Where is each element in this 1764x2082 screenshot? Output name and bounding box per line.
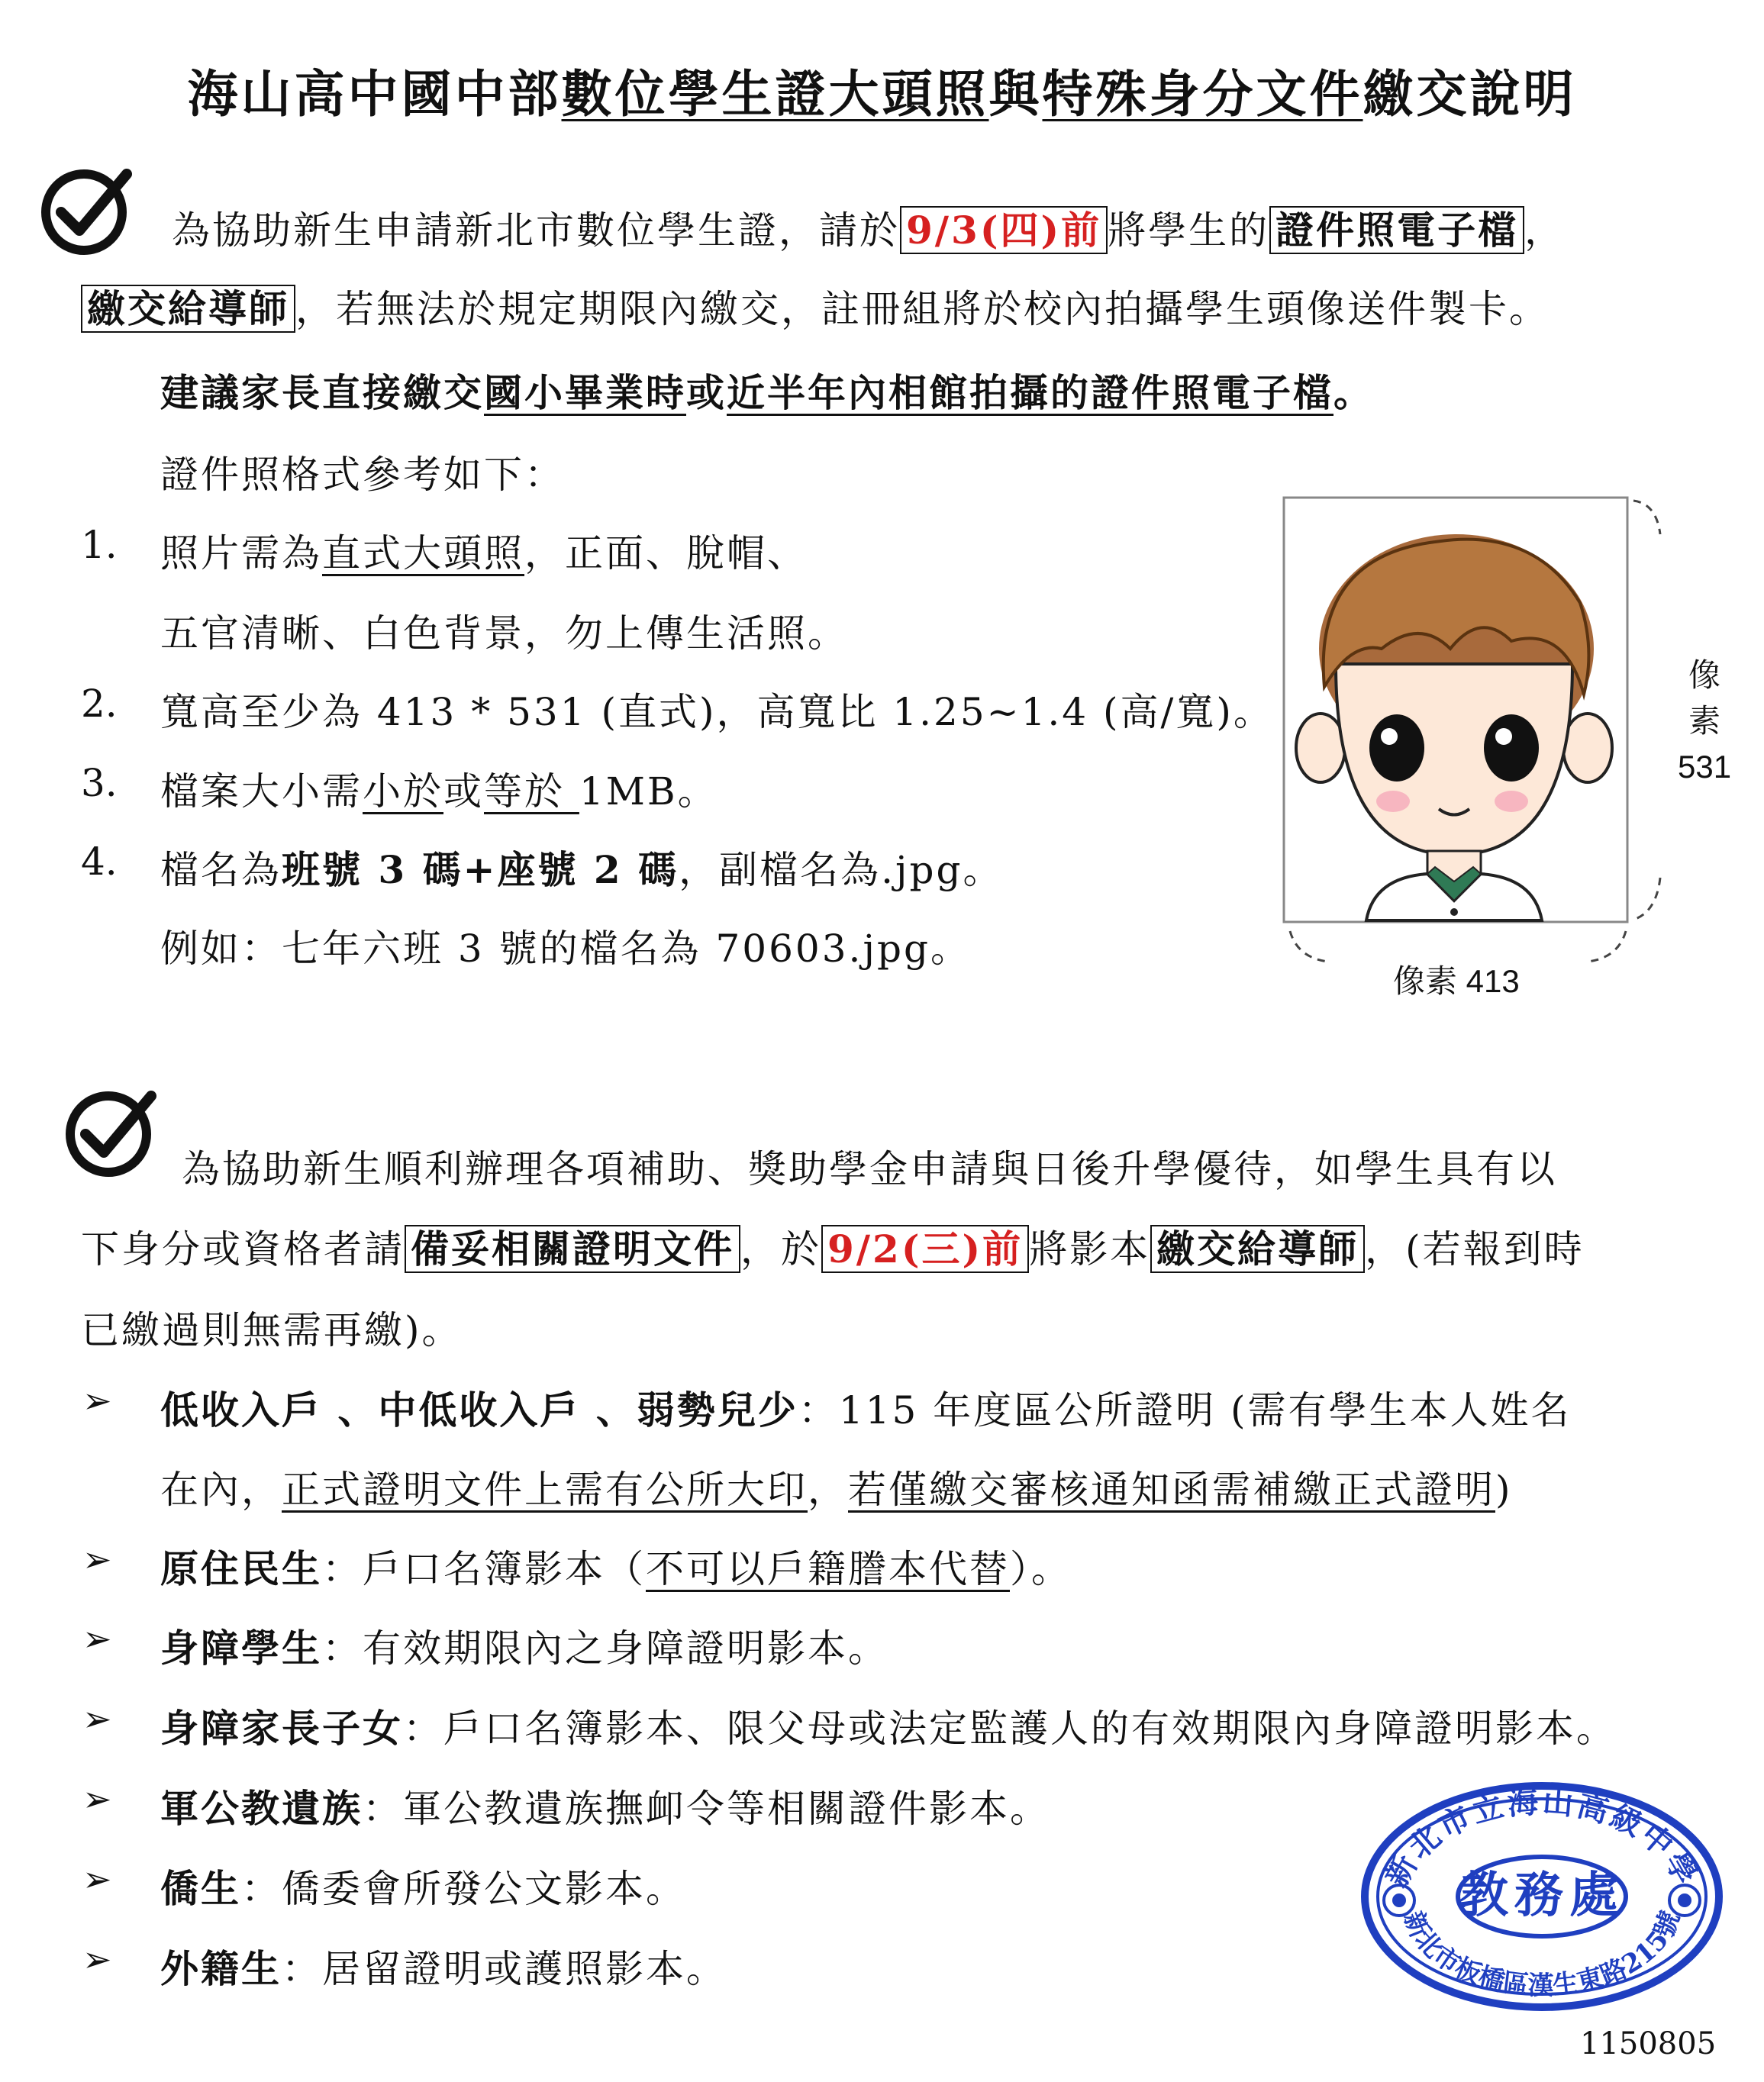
school-seal-stamp xyxy=(1355,1778,1729,2015)
identity-item-foreign xyxy=(160,1939,727,1993)
boxed-submit-teacher: 繳交給導師 xyxy=(81,285,295,333)
title-underlined-photo: 數位學生證大頭照 xyxy=(561,64,989,124)
text: 在內， xyxy=(160,1468,282,1512)
text: 下身分或資格者請 xyxy=(81,1227,405,1271)
text: 素 xyxy=(1688,703,1720,739)
checkmark-circle-icon xyxy=(61,1082,160,1181)
title-underlined-docs: 特殊身分文件 xyxy=(1042,64,1363,124)
underlined-text: 等於 xyxy=(484,769,579,814)
section2-line3: 已繳過則無需再繳)。 xyxy=(81,1308,463,1352)
identity-item-overseas xyxy=(160,1858,686,1913)
identity-item-low-income-cont xyxy=(160,1459,1513,1514)
stamp-center-text: 教務處 xyxy=(1459,1867,1624,1924)
format-item-1 xyxy=(160,523,808,578)
underlined-text: 若僅繳交審核通知函需補繳正式證明 xyxy=(848,1468,1495,1512)
item-label: 身障家長子女 xyxy=(160,1706,403,1751)
text: 將影本 xyxy=(1029,1227,1151,1271)
arrow-bullet-icon: ➢ xyxy=(82,1539,112,1580)
item-label: 僑生 xyxy=(160,1866,241,1911)
format-item-3 xyxy=(160,761,718,816)
stamp-top-text: 新北市立海山高級中學 xyxy=(1378,1784,1706,1893)
suggestion-line xyxy=(160,363,1374,417)
text: 為協助新生申請新北市數位學生證，請於 xyxy=(172,208,900,253)
item-number: 4. xyxy=(81,840,118,884)
underlined-text: 正式證明文件上需有公所大印 xyxy=(282,1468,808,1512)
text: ：軍公教遺族撫卹令等相關證件影本。 xyxy=(363,1787,1050,1831)
underlined-text: 小於 xyxy=(363,769,443,814)
arrow-bullet-icon: ➢ xyxy=(82,1618,112,1659)
underlined-text: 國小畢業時 xyxy=(484,370,686,415)
text: ， xyxy=(1524,208,1566,253)
underlined-text: 直式大頭照 xyxy=(322,531,524,575)
deadline-docs: 9/2(三)前 xyxy=(821,1225,1029,1273)
item-label: 軍公教遺族 xyxy=(160,1786,363,1831)
text: 檔名為 xyxy=(160,848,282,892)
item-label: 低收入戶 、中低收入戶 、弱勢兒少 xyxy=(160,1387,798,1433)
text: 檔案大小需 xyxy=(160,769,363,814)
format-example: 例如：七年六班 3 號的檔名為 70603.jpg。 xyxy=(160,927,971,971)
title-part: 海山高中國中部 xyxy=(187,64,562,124)
arrow-bullet-icon: ➢ xyxy=(82,1380,112,1421)
title-part: 與 xyxy=(988,64,1043,124)
page-title xyxy=(0,53,1764,126)
stamp-bottom-text: 新北市板橋區漢生東路215號 xyxy=(1397,1907,1687,2002)
text: ：僑委會所發公文影本。 xyxy=(241,1867,686,1911)
text: ， xyxy=(808,1468,848,1512)
item-number: 1. xyxy=(81,523,118,567)
deadline-photo: 9/3(四)前 xyxy=(900,206,1108,254)
boxed-prepare-docs: 備妥相關證明文件 xyxy=(405,1225,740,1273)
text: 1MB。 xyxy=(579,769,718,814)
id-photo-example xyxy=(1282,496,1740,1000)
identity-item-military xyxy=(160,1778,1050,1833)
text: ）。 xyxy=(1010,1547,1072,1591)
item-label: 外籍生 xyxy=(160,1946,282,1991)
boxed-submit-teacher: 繳交給導師 xyxy=(1150,1225,1365,1273)
text: ：115 年度區公所證明 (需有學生本人姓名 xyxy=(798,1388,1572,1433)
text: 建議家長直接繳交 xyxy=(160,370,484,415)
text: 或 xyxy=(443,769,484,814)
text: 將學生的 xyxy=(1108,208,1270,253)
format-item-1-cont: 五官清晰、白色背景，勿上傳生活照。 xyxy=(160,611,848,656)
document-code: 1150805 xyxy=(1580,2026,1717,2061)
section1-line1 xyxy=(172,200,1565,255)
arrow-bullet-icon: ➢ xyxy=(82,1778,112,1819)
text: ，(若報到時 xyxy=(1365,1227,1585,1271)
format-item-4 xyxy=(160,840,1004,894)
format-item-2: 寬高至少為 413 * 531 (直式)，高寬比 1.25~1.4 (高/寬)。 xyxy=(160,690,1274,734)
item-number: 2. xyxy=(81,682,118,726)
text: ，副檔名為.jpg。 xyxy=(679,848,1004,892)
text: ) xyxy=(1495,1468,1513,1512)
identity-item-indigenous xyxy=(160,1539,1072,1594)
text: 531 xyxy=(1678,749,1732,785)
text: 或 xyxy=(686,370,727,415)
identity-item-low-income xyxy=(160,1380,1572,1435)
pixel-width-label: 像素 413 xyxy=(1393,963,1520,999)
section2-line2 xyxy=(81,1219,1585,1274)
title-part: 繳交說明 xyxy=(1363,64,1577,124)
identity-item-disabled-parent xyxy=(160,1698,1617,1753)
item-label: 身障學生 xyxy=(160,1626,322,1671)
section2-line1: 為協助新生順利辦理各項補助、獎助學金申請與日後升學優待，如學生具有以 xyxy=(182,1147,1557,1191)
underlined-text: 不可以戶籍謄本代替 xyxy=(646,1547,1010,1591)
boxed-photo-file: 證件照電子檔 xyxy=(1269,206,1524,254)
text: ，正面、脫帽、 xyxy=(524,531,808,575)
text: ：戶口名簿影本、限父母或法定監護人的有效期限內身障證明影本。 xyxy=(403,1707,1617,1751)
text: ，於 xyxy=(740,1227,821,1271)
text: ：居留證明或護照影本。 xyxy=(282,1947,727,1991)
format-intro: 證件照格式參考如下： xyxy=(160,453,565,497)
text: ：有效期限內之身障證明影本。 xyxy=(322,1626,888,1671)
pixel-height-label xyxy=(1678,653,1731,790)
item-number: 3. xyxy=(81,761,118,805)
checkmark-circle-icon xyxy=(37,160,136,259)
text: 像 xyxy=(1688,657,1720,693)
underlined-text: 近半年內相館拍攝的證件照電子檔 xyxy=(727,370,1333,415)
text: ：戶口名簿影本（ xyxy=(322,1547,646,1591)
arrow-bullet-icon: ➢ xyxy=(82,1858,112,1900)
text: 。 xyxy=(1333,370,1374,415)
arrow-bullet-icon: ➢ xyxy=(82,1698,112,1739)
identity-item-disabled-student xyxy=(160,1618,888,1673)
item-label: 原住民生 xyxy=(160,1546,322,1591)
text: 照片需為 xyxy=(160,531,322,575)
arrow-bullet-icon: ➢ xyxy=(82,1939,112,1980)
section1-line2 xyxy=(81,279,1550,334)
text: ，若無法於規定期限內繳交，註冊組將於校內拍攝學生頭像送件製卡。 xyxy=(295,287,1550,331)
bold-text: 班號 3 碼+座號 2 碼 xyxy=(282,847,679,892)
